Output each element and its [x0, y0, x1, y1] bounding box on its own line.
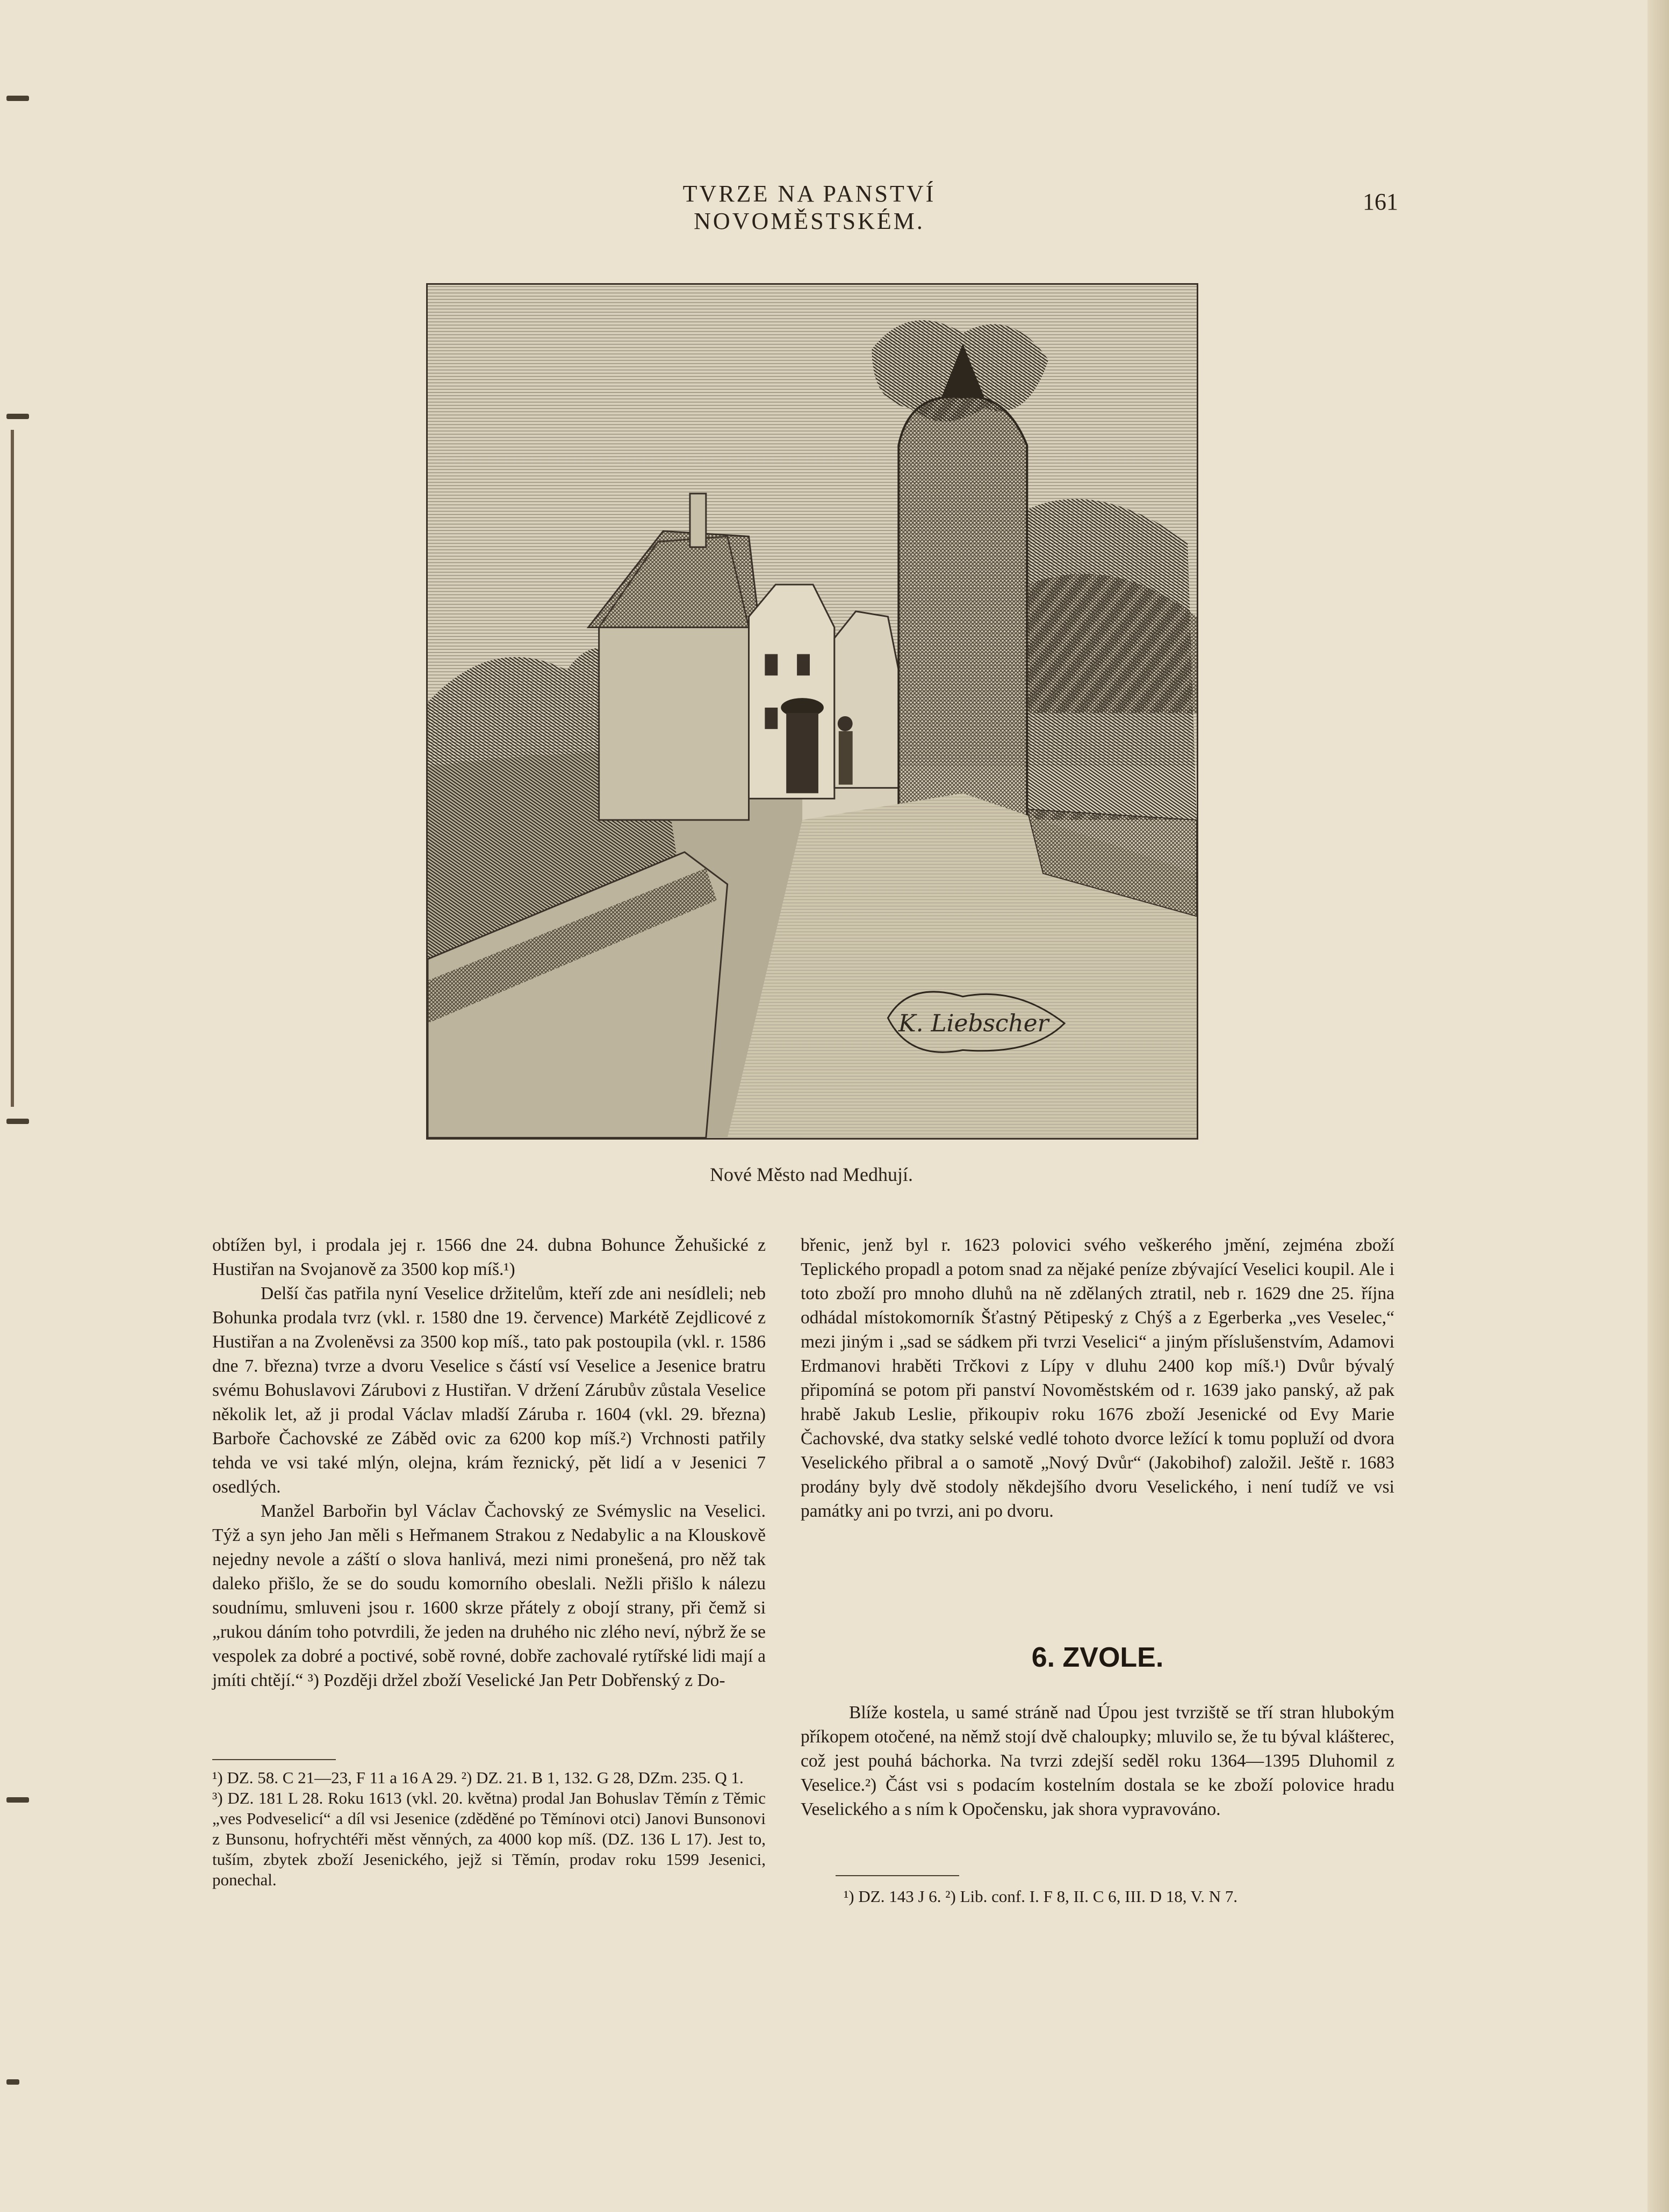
footnote: ³) DZ. 181 L 28. Roku 1613 (vkl. 20. května) prodal Jan Bohuslav Těmín z Těmic „ves Podveselicí“ a díl vsi Jesenice (zděděné po Těmínovi otci) Janovi Bunsonovi z Bunsonu, hofrychtéři měst věnných, za 4000 kop míš. (DZ. 136 L 17). Jest to, tuším, zbytek zboží Jesenického, jejž si Těmín, prodav roku 1599 Jesenici, ponechal. [212, 1789, 766, 1889]
binding-mark [6, 96, 29, 101]
paragraph: obtížen byl, i prodala jej r. 1566 dne 24. dubna Bohunce Žehušické z Hustiřan na Svojanově za 3500 kop míš.¹) [212, 1235, 766, 1279]
binding-mark [6, 1797, 29, 1803]
footnote: ¹) DZ. 58. C 21—23, F 11 a 16 A 29. ²) DZ. 21. B 1, 132. G 28, DZm. 235. Q 1. [212, 1768, 744, 1787]
page-number: 161 [1363, 189, 1398, 215]
page-edge-shadow [1648, 0, 1669, 2212]
paragraph: Manžel Barbořin byl Václav Čachovský ze Svémyslic na Veselici. Týž a syn jeho Jan měli s Heřmanem Strakou z Nedabylic a na Klouskově nejedny nevole a záští o slova hanlivá, mezi nimi pronešená, pro něž tak daleko přišlo, že se do soudu komorního obeslali. Nežli přišlo k nálezu soudnímu, smluveni jsou r. 1600 skrze přátely z obojí strany, při čemž si „rukou dáním toho potvrdili, že jeden na druhého nic zlého neví, nýbrž že se vespolek za dobré a poctivé, sobě rovné, dobře zachovalé rytířské lidi mají a jmíti chtějí.“ ³) Později držel zboží Veselické Jan Petr Dobřenský z Do- [212, 1501, 766, 1690]
left-column [212, 1233, 766, 1692]
footnote-rule [212, 1759, 336, 1760]
section-heading: 6. ZVOLE. [1031, 1642, 1164, 1673]
binding-mark [6, 414, 29, 419]
figure-caption: Nové Město nad Medhují. [710, 1164, 913, 1185]
binding-mark [6, 1119, 29, 1124]
right-column [801, 1233, 1394, 1523]
footnote: ¹) DZ. 143 J 6. ²) Lib. conf. I. F 8, II. C 6, III. D 18, V. N 7. [844, 1887, 1238, 1906]
paragraph: břenic, jenž byl r. 1623 polovici svého veškerého jmění, zejména zboží Teplického propadl a potom snad za nějaké peníze zbývající Veselici koupil. Ale i toto zboží pro mnoho dluhů na ně zdělaných ztratil, neb r. 1629 dne 25. října odhádal místokomorník Šťastný Pětipeský z Chýš a z Egerberka „ves Veselec,“ mezi jiným i „sad se sádkem při tvrzi Veselici“ a jiným příslušenstvím, Adamovi Erdmanovi hraběti Trčkovi z Lípy v dluhu 2400 kop míš.¹) Dvůr bývalý připomíná se potom při panství Novoměstském od r. 1639 jako panský, až pak hrabě Jakub Leslie, přikoupiv roku 1676 zboží Jesenické od Evy Marie Čachovské, dva statky selské vedlé tohoto dvorce ležící k tomu popluží od dvora Veselického přibral a o samotě „Nový Dvůr“ (Jakobihof) založil. Ještě r. 1683 prodány byly dvě stodoly někdejšího dvoru Veselického, i není tudíž ve vsi památky ani po tvrzi, ani po dvoru. [801, 1235, 1394, 1521]
artist-signature: K. Liebscher [898, 1010, 1049, 1037]
footnote-rule [836, 1875, 959, 1876]
paragraph: Blíže kostela, u samé stráně nad Úpou jest tvrziště se tří stran hlubokým příkopem otočené, na němž stojí dvě chaloupky; mluvilo se, že tu býval klášterec, což jest pouhá báchorka. Na tvrzi zdejší seděl roku 1364—1395 Dluhomil z Veselice.²) Část vsi s podacím kostelním dostala se ke zboží polovice hradu Veselického a s ním k Opočensku, jak shora vypravováno. [801, 1703, 1394, 1819]
engraving-illustration [426, 283, 1198, 1140]
binding-line [11, 430, 14, 1107]
section-body [801, 1701, 1394, 1821]
left-footnotes [212, 1768, 766, 1890]
paragraph: Delší čas patřila nyní Veselice držitelům, kteří zde ani nesídleli; neb Bohunka prodala tvrz (vkl. r. 1580 dne 19. července) Markétě Zejdlicové z Hustiřan a na Zvolenĕvsi za 3500 kop míš., tato pak postoupila (vkl. r. 1586 dne 7. března) tvrze a dvoru Veselice s částí vsí Veselice a Jesenice bratru svému Bohuslavovi Zárubovi z Hustiřan. V držení Zárubův zůstala Veselice několik let, až ji prodal Václav mladší Záruba r. 1604 (vkl. 29. března) Barboře Čachovské ze Záběd ovic za 6200 kop míš.²) Vrchnosti patřily tehda ve vsi také mlýn, olejna, krám řeznický, pět lidí a v Jesenici 7 osedlých. [212, 1284, 766, 1497]
running-title: TVRZE NA PANSTVÍ NOVOMĚSTSKÉM. [682, 181, 936, 234]
right-footnotes [801, 1886, 1394, 1907]
binding-mark [6, 2079, 19, 2085]
